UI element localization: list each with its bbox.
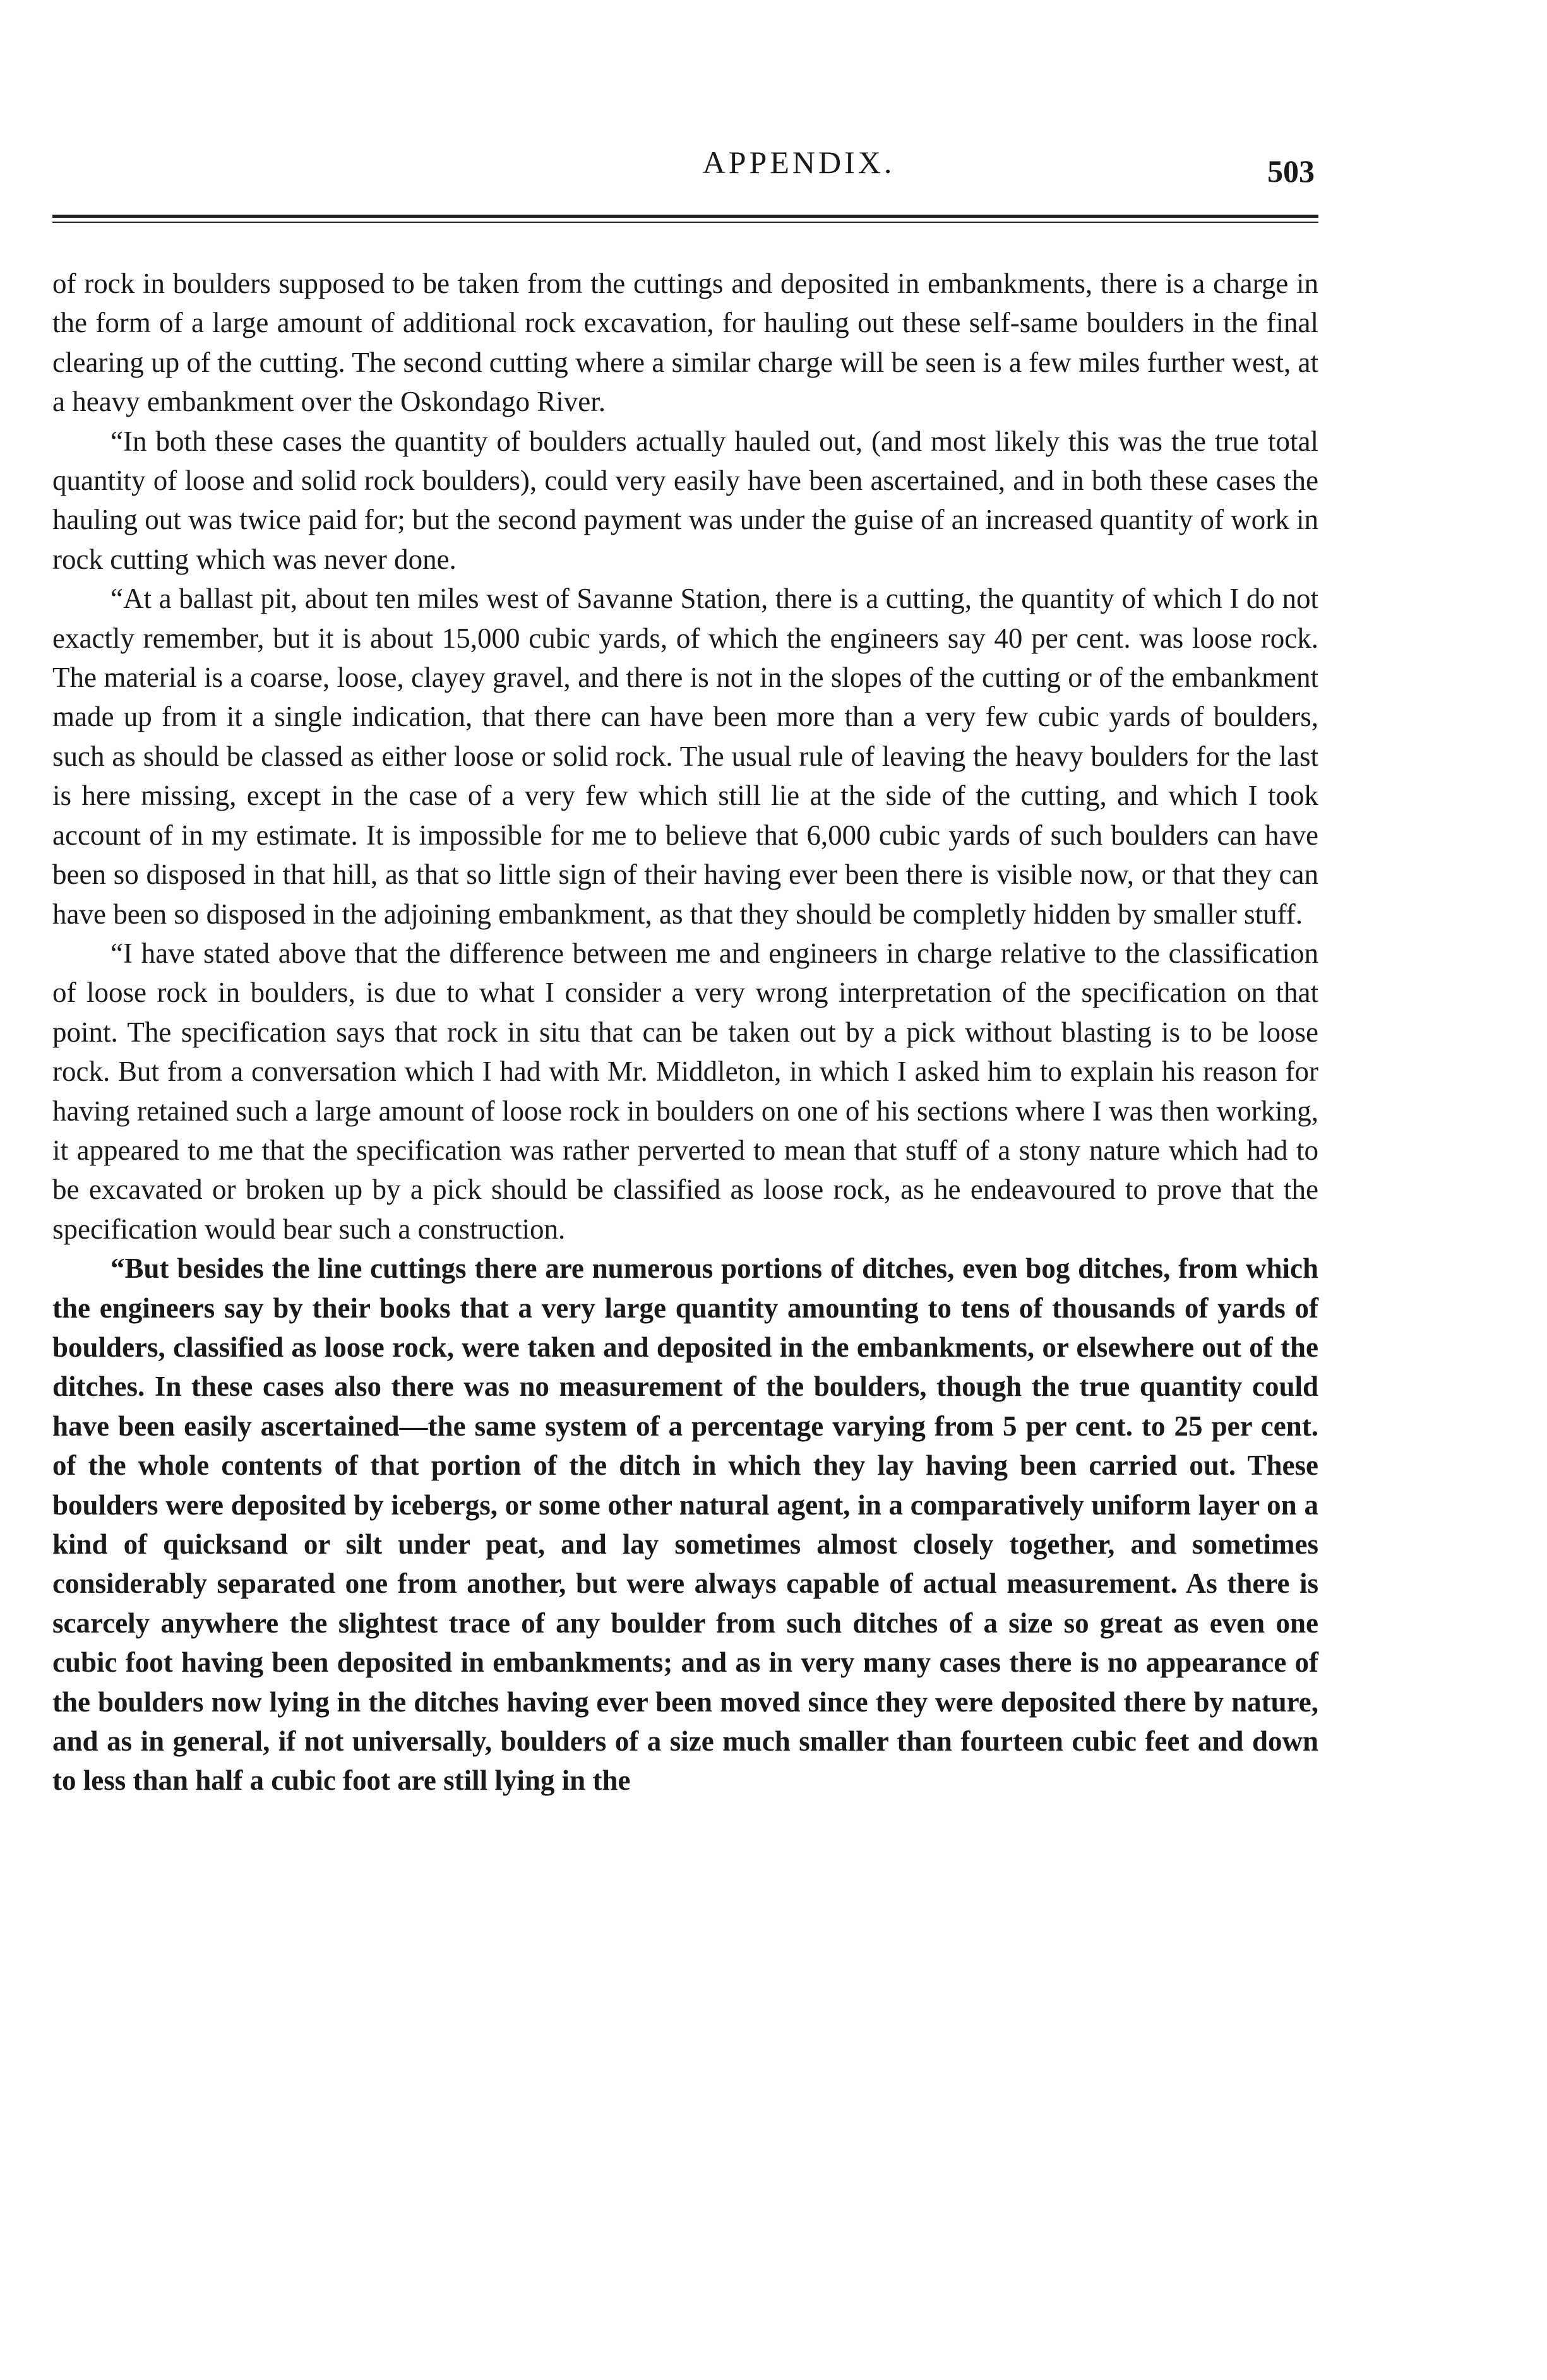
paragraph: of rock in boulders supposed to be taken from the cuttings and deposited in embankments, there is a charge in the form of a large amount of additional rock excavation, for hauling out these self-same boulders in the final clearing up of the cutting. The second cutting where a similar charge will be seen is a few miles further west, at a heavy embankment over the Oskondago River. [52, 268, 1318, 418]
paragraph: “At a ballast pit, about ten miles west of Savanne Station, there is a cutting, the quantity of which I do not exactly remember, but it is about 15,000 cubic yards, of which the engineers say 40 per cent. was loose rock. The material is a coarse, loose, clayey gravel, and there is not in the slopes of the cutting or of the embankment made up from it a single indication, that there can have been more than a very few cubic yards of boulders, such as should be classed as either loose or solid rock. The usual rule of leaving the heavy boulders for the last is here missing, except in the case of a very few which still lie at the side of the cutting, and which I took account of in my estimate. It is impossible for me to believe that 6,000 cubic yards of such boulders can have been so disposed in that hill, as that so little sign of their having ever been there is visible now, or that they can have been so disposed in the adjoining embankment, as that they should be completly hidden by smaller stuff. [52, 583, 1318, 930]
running-head: APPENDIX. [702, 145, 895, 180]
paragraph: “I have stated above that the difference between me and engineers in charge relative to the classification of loose rock in boulders, is due to what I consider a very wrong interpretation of the specification on that point. The specification says that rock in situ that can be taken out by a pick without blasting is to be loose rock. But from a conversation which I had with Mr. Middleton, in which I asked him to explain his reason for having retained such a large amount of loose rock in boulders on one of his sections where I was then working, it appeared to me that the specification was rather perverted to mean that stuff of a stony nature which had to be excavated or broken up by a pick should be classified as loose rock, as he endeavoured to prove that the specification would bear such a construction. [52, 937, 1318, 1245]
page-number: 503 [1267, 153, 1315, 189]
paragraph: “In both these cases the quantity of boulders actually hauled out, (and most likely this was the true total quantity of loose and solid rock boulders), could very easily have been ascertained, and in both these cases the hauling out was twice paid for; but the second payment was under the guise of an increased quantity of work in rock cutting which was never done. [52, 425, 1318, 575]
header-rule [52, 215, 1318, 223]
body-text [52, 264, 1318, 1800]
paragraph: “But besides the line cuttings there are numerous portions of ditches, even bog ditches, from which the engineers say by their books that a very large quantity amounting to tens of thousands of yards of boulders, classified as loose rock, were taken and deposited in the embankments, or elsewhere out of the ditches. In these cases also there was no measurement of the boulders, though the true quantity could have been easily ascertained—the same system of a percentage varying from 5 per cent. to 25 per cent. of the whole contents of that portion of the ditch in which they lay having been carried out. These boulders were deposited by icebergs, or some other natural agent, in a comparatively uniform layer on a kind of quicksand or silt under peat, and lay sometimes almost closely together, and sometimes considerably separated one from another, but were always capable of actual measurement. As there is scarcely anywhere the slightest trace of any boulder from such ditches of a size so great as even one cubic foot having been deposited in embankments; and as in very many cases there is no appearance of the boulders now lying in the ditches having ever been moved since they were deposited there by nature, and as in general, if not universally, boulders of a size much smaller than fourteen cubic feet and down to less than half a cubic foot are still lying in the [52, 1252, 1318, 1797]
page-header [51, 144, 1547, 201]
